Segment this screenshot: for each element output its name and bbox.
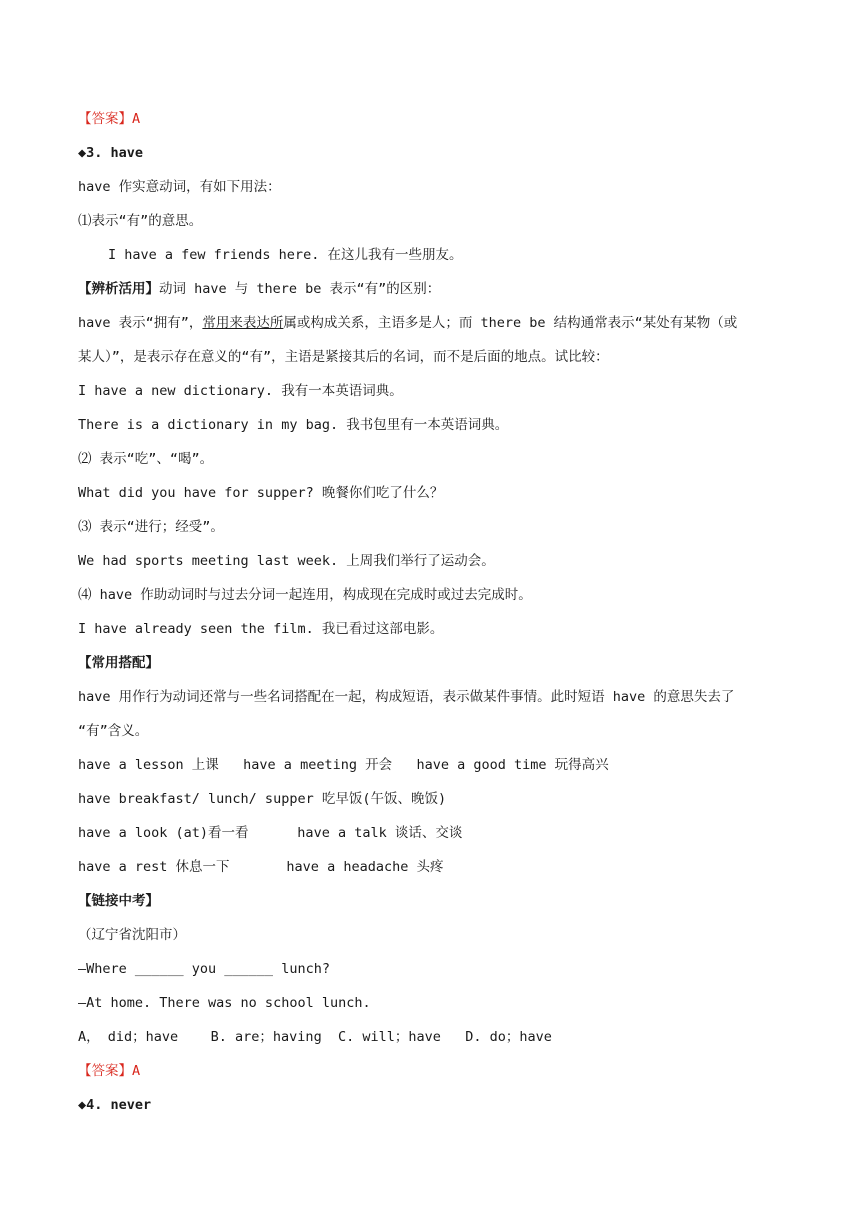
usage-item: ⑷ have 作助动词时与过去分词一起连用，构成现在完成时或过去完成时。 [78,587,532,603]
usage-item: ⑵ 表示“吃”、“喝”。 [78,451,214,467]
paragraph: “有”含义。 [78,723,149,739]
underlined-text: 常用来表达所 [202,315,284,331]
answer-label: 【答案】A [78,111,141,127]
example-sentence: What did you have for supper? 晚餐你们吃了什么？ [78,485,444,501]
bianxi-text: 动词 have 与 there be 表示“有”的区别： [159,281,441,297]
usage-item: ⑴表示“有”的意思。 [78,213,203,229]
example-sentence: I have already seen the film. 我已看过这部电影。 [78,621,444,637]
section-heading: 【常用搭配】 [78,655,159,671]
answer-options: A， did；have B. are；having C. will；have D. do；have [78,1029,552,1045]
question-source: （辽宁省沈阳市） [78,927,186,943]
section-heading: 【链接中考】 [78,893,159,909]
bianxi-label: 【辨析活用】 [78,281,159,297]
phrase-line: have a rest 休息一下 have a headache 头疼 [78,859,444,875]
example-sentence: We had sports meeting last week. 上周我们举行了运动会。 [78,553,495,569]
paragraph: 某人）”，是表示存在意义的“有”，主语是紧接其后的名词，而不是后面的地点。试比较： [78,349,609,365]
phrase-line: have breakfast/ lunch/ supper 吃早饭(午饭、晚饭) [78,791,447,807]
bianxi-line [78,279,790,299]
phrase-line: have a look (at)看一看 have a talk 谈话、交谈 [78,825,463,841]
example-sentence: I have a new dictionary. 我有一本英语词典。 [78,383,403,399]
explanation-line [78,313,790,333]
explanation-part: 属或构成关系，主语多是人；而 there be 结构通常表示“某处有某物（或 [283,315,738,331]
example-sentence: I have a few friends here. 在这儿我有一些朋友。 [108,247,463,263]
answer-label: 【答案】A [78,1063,141,1079]
usage-item: ⑶ 表示“进行；经受”。 [78,519,224,535]
section-title-never: ◆4. never [78,1097,152,1113]
paragraph: have 作实意动词，有如下用法： [78,179,281,195]
question-line: —At home. There was no school lunch. [78,995,371,1011]
example-sentence: There is a dictionary in my bag. 我书包里有一本英语词典。 [78,417,509,433]
explanation-part: have 表示“拥有”， [78,315,203,331]
section-title-have: ◆3. have [78,145,144,161]
paragraph: have 用作行为动词还常与一些名词搭配在一起，构成短语，表示做某件事情。此时短语 have 的意思失去了 [78,689,735,705]
question-line: —Where ______ you ______ lunch? [78,961,330,977]
phrase-line: have a lesson 上课 have a meeting 开会 have a good time 玩得高兴 [78,757,609,773]
